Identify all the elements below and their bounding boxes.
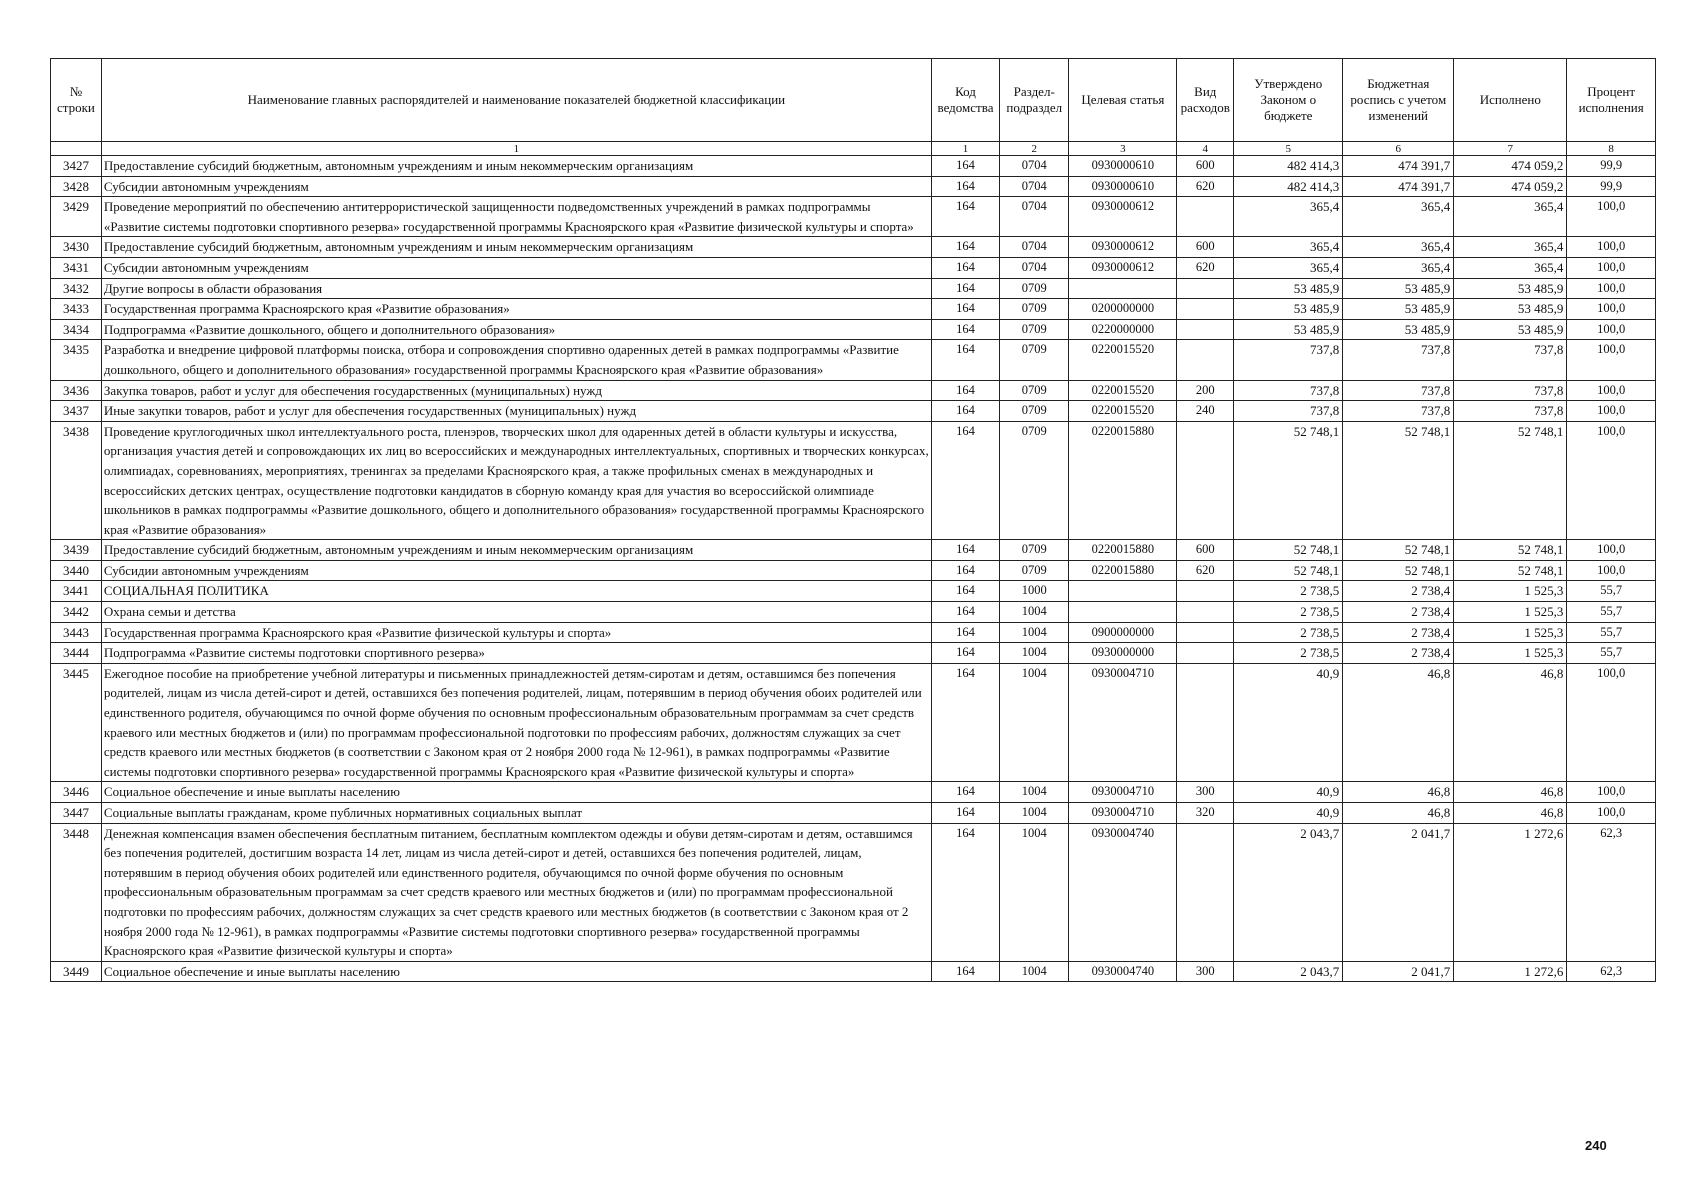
- approved-amount: 2 738,5: [1234, 622, 1343, 643]
- target-code: 0930000612: [1069, 197, 1177, 237]
- execution-percent: 100,0: [1567, 319, 1656, 340]
- section-code: 1004: [1000, 782, 1069, 803]
- target-code: 0220015520: [1069, 340, 1177, 380]
- budget-list-amount: 53 485,9: [1343, 319, 1454, 340]
- row-number: 3440: [51, 560, 102, 581]
- approved-amount: 2 043,7: [1234, 823, 1343, 961]
- row-number: 3430: [51, 237, 102, 258]
- row-name: Субсидии автономным учреждениям: [101, 257, 931, 278]
- dept-code: 164: [931, 156, 999, 177]
- budget-list-amount: 737,8: [1343, 401, 1454, 422]
- execution-percent: 100,0: [1567, 663, 1656, 782]
- row-name: Социальные выплаты гражданам, кроме публичных нормативных социальных выплат: [101, 803, 931, 824]
- target-code: [1069, 602, 1177, 623]
- execution-percent: 62,3: [1567, 823, 1656, 961]
- executed-amount: 1 272,6: [1454, 961, 1567, 982]
- row-name: Иные закупки товаров, работ и услуг для обеспечения государственных (муниципальных) нужд: [101, 401, 931, 422]
- row-name: Социальное обеспечение и иные выплаты населению: [101, 782, 931, 803]
- executed-amount: 46,8: [1454, 782, 1567, 803]
- column-number: 2: [1000, 142, 1069, 156]
- target-code: 0930000612: [1069, 237, 1177, 258]
- expense-type-code: [1177, 823, 1234, 961]
- table-body: [51, 156, 1656, 982]
- section-code: 0709: [1000, 340, 1069, 380]
- execution-percent: 100,0: [1567, 540, 1656, 561]
- dept-code: 164: [931, 380, 999, 401]
- table-row: [51, 156, 1656, 177]
- row-number: 3444: [51, 643, 102, 664]
- execution-percent: 100,0: [1567, 803, 1656, 824]
- executed-amount: 474 059,2: [1454, 156, 1567, 177]
- executed-amount: 1 525,3: [1454, 581, 1567, 602]
- expense-type-code: 200: [1177, 380, 1234, 401]
- executed-amount: 1 525,3: [1454, 643, 1567, 664]
- executed-amount: 365,4: [1454, 197, 1567, 237]
- expense-type-code: [1177, 319, 1234, 340]
- table-row: [51, 581, 1656, 602]
- expense-type-code: [1177, 581, 1234, 602]
- section-code: 0709: [1000, 540, 1069, 561]
- row-number: 3431: [51, 257, 102, 278]
- expense-type-code: [1177, 278, 1234, 299]
- approved-amount: 53 485,9: [1234, 299, 1343, 320]
- execution-percent: 100,0: [1567, 299, 1656, 320]
- row-number: 3441: [51, 581, 102, 602]
- budget-list-amount: 365,4: [1343, 257, 1454, 278]
- header-expense-type: Вид расходов: [1177, 59, 1234, 142]
- executed-amount: 1 525,3: [1454, 602, 1567, 623]
- expense-type-code: 320: [1177, 803, 1234, 824]
- column-number: 4: [1177, 142, 1234, 156]
- approved-amount: 365,4: [1234, 237, 1343, 258]
- execution-percent: 100,0: [1567, 278, 1656, 299]
- dept-code: 164: [931, 401, 999, 422]
- dept-code: 164: [931, 237, 999, 258]
- row-name: Предоставление субсидий бюджетным, автономным учреждениям и иным некоммерческим организациям: [101, 540, 931, 561]
- column-number: 1: [101, 142, 931, 156]
- row-name: Разработка и внедрение цифровой платформы поиска, отбора и сопровождения спортивно одаренных детей в рамках подпрограммы «Развитие дошкольного, общего и дополнительного образования» государственной программы Красноярского края «Развитие образования»: [101, 340, 931, 380]
- target-code: 0930004710: [1069, 663, 1177, 782]
- section-code: 1004: [1000, 961, 1069, 982]
- executed-amount: 53 485,9: [1454, 278, 1567, 299]
- executed-amount: 365,4: [1454, 257, 1567, 278]
- target-code: [1069, 581, 1177, 602]
- executed-amount: 52 748,1: [1454, 540, 1567, 561]
- executed-amount: 46,8: [1454, 663, 1567, 782]
- column-number: 1: [931, 142, 999, 156]
- execution-percent: 100,0: [1567, 421, 1656, 540]
- table-row: [51, 176, 1656, 197]
- target-code: 0220015880: [1069, 540, 1177, 561]
- row-number: 3428: [51, 176, 102, 197]
- row-number: 3437: [51, 401, 102, 422]
- header-row: [51, 59, 1656, 142]
- table-row: [51, 237, 1656, 258]
- execution-percent: 99,9: [1567, 176, 1656, 197]
- section-code: 1000: [1000, 581, 1069, 602]
- table-row: [51, 380, 1656, 401]
- executed-amount: 1 272,6: [1454, 823, 1567, 961]
- row-name: Охрана семьи и детства: [101, 602, 931, 623]
- row-number: 3445: [51, 663, 102, 782]
- expense-type-code: [1177, 299, 1234, 320]
- table-row: [51, 319, 1656, 340]
- row-number: 3427: [51, 156, 102, 177]
- row-number: 3433: [51, 299, 102, 320]
- row-name: Предоставление субсидий бюджетным, автономным учреждениям и иным некоммерческим организациям: [101, 237, 931, 258]
- header-executed: Исполнено: [1454, 59, 1567, 142]
- dept-code: 164: [931, 622, 999, 643]
- table-row: [51, 197, 1656, 237]
- budget-list-amount: 52 748,1: [1343, 560, 1454, 581]
- executed-amount: 1 525,3: [1454, 622, 1567, 643]
- row-number: 3447: [51, 803, 102, 824]
- approved-amount: 2 738,5: [1234, 581, 1343, 602]
- dept-code: 164: [931, 602, 999, 623]
- row-name: Денежная компенсация взамен обеспечения бесплатным питанием, бесплатным комплектом одежды и обуви детям-сиротам и детям, оставшимся без попечения родителей, достигшим возраста 14 лет, лицам из числа детей-сирот и детей, оставшихся без попечения родителей, лицам, потерявшим в период обучения обоих родителей или единственного родителя, обучающимся по очной форме обучения по основным профессиональным образовательным программам за счет средств краевого или местных бюджетов и (или) по программам профессиональной подготовки по профессиям рабочих, должностям служащих за счет средств краевого или местных бюджетов (в соответствии с Законом края от 2 ноября 2000 года № 12-961), в рамках подпрограммы «Развитие системы подготовки спортивного резерва» государственной программы Красноярского края «Развитие физической культуры и спорта»: [101, 823, 931, 961]
- target-code: 0930004740: [1069, 961, 1177, 982]
- execution-percent: 55,7: [1567, 622, 1656, 643]
- expense-type-code: 620: [1177, 560, 1234, 581]
- budget-list-amount: 52 748,1: [1343, 540, 1454, 561]
- row-number: 3449: [51, 961, 102, 982]
- target-code: 0200000000: [1069, 299, 1177, 320]
- executed-amount: 53 485,9: [1454, 299, 1567, 320]
- table-row: [51, 540, 1656, 561]
- row-name: Закупка товаров, работ и услуг для обеспечения государственных (муниципальных) нужд: [101, 380, 931, 401]
- section-code: 0709: [1000, 380, 1069, 401]
- table-row: [51, 782, 1656, 803]
- budget-list-amount: 365,4: [1343, 197, 1454, 237]
- section-code: 1004: [1000, 602, 1069, 623]
- approved-amount: 737,8: [1234, 340, 1343, 380]
- header-row-no: № строки: [51, 59, 102, 142]
- row-number: 3442: [51, 602, 102, 623]
- target-code: 0220015520: [1069, 401, 1177, 422]
- target-code: 0930000000: [1069, 643, 1177, 664]
- row-number: 3434: [51, 319, 102, 340]
- dept-code: 164: [931, 823, 999, 961]
- header-dept-code: Код ведомства: [931, 59, 999, 142]
- expense-type-code: 600: [1177, 156, 1234, 177]
- budget-list-amount: 52 748,1: [1343, 421, 1454, 540]
- header-approved: Утверждено Законом о бюджете: [1234, 59, 1343, 142]
- dept-code: 164: [931, 782, 999, 803]
- approved-amount: 53 485,9: [1234, 319, 1343, 340]
- header-name: Наименование главных распорядителей и наименование показателей бюджетной классификации: [101, 59, 931, 142]
- approved-amount: 2 738,5: [1234, 643, 1343, 664]
- approved-amount: 2 738,5: [1234, 602, 1343, 623]
- table-row: [51, 421, 1656, 540]
- approved-amount: 53 485,9: [1234, 278, 1343, 299]
- dept-code: 164: [931, 803, 999, 824]
- target-code: 0930000612: [1069, 257, 1177, 278]
- section-code: 1004: [1000, 663, 1069, 782]
- dept-code: 164: [931, 540, 999, 561]
- section-code: 1004: [1000, 643, 1069, 664]
- budget-list-amount: 2 738,4: [1343, 602, 1454, 623]
- row-name: Ежегодное пособие на приобретение учебной литературы и письменных принадлежностей детям-сиротам и детям, оставшимся без попечения родителей, лицам из числа детей-сирот и детей, оставшихся без попечения родителей, лицам, потерявшим в период обучения обоих родителей или единственного родителя, обучающимся по очной форме обучения по основным профессиональным образовательным программам за счет средств краевого или местных бюджетов и (или) по программам профессиональной подготовки по профессиям рабочих, должностям служащих за счет средств краевого или местных бюджетов (в соответствии с Законом края от 2 ноября 2000 года № 12-961), в рамках подпрограммы «Развитие системы подготовки спортивного резерва» государственной программы Красноярского края «Развитие физической культуры и спорта»: [101, 663, 931, 782]
- table-row: [51, 602, 1656, 623]
- row-name: СОЦИАЛЬНАЯ ПОЛИТИКА: [101, 581, 931, 602]
- dept-code: 164: [931, 421, 999, 540]
- target-code: 0900000000: [1069, 622, 1177, 643]
- table-row: [51, 663, 1656, 782]
- target-code: 0930000610: [1069, 156, 1177, 177]
- approved-amount: 2 043,7: [1234, 961, 1343, 982]
- execution-percent: 100,0: [1567, 380, 1656, 401]
- section-code: 0704: [1000, 156, 1069, 177]
- row-name: Государственная программа Красноярского края «Развитие образования»: [101, 299, 931, 320]
- executed-amount: 737,8: [1454, 380, 1567, 401]
- column-number: 5: [1234, 142, 1343, 156]
- row-name: Субсидии автономным учреждениям: [101, 176, 931, 197]
- budget-list-amount: 474 391,7: [1343, 156, 1454, 177]
- section-code: 0709: [1000, 278, 1069, 299]
- table-row: [51, 961, 1656, 982]
- execution-percent: 100,0: [1567, 782, 1656, 803]
- dept-code: 164: [931, 197, 999, 237]
- expense-type-code: [1177, 663, 1234, 782]
- approved-amount: 737,8: [1234, 380, 1343, 401]
- target-code: 0930004710: [1069, 782, 1177, 803]
- approved-amount: 482 414,3: [1234, 176, 1343, 197]
- expense-type-code: 600: [1177, 540, 1234, 561]
- approved-amount: 52 748,1: [1234, 540, 1343, 561]
- row-number: 3436: [51, 380, 102, 401]
- budget-list-amount: 365,4: [1343, 237, 1454, 258]
- approved-amount: 52 748,1: [1234, 421, 1343, 540]
- row-number: 3429: [51, 197, 102, 237]
- section-code: 0709: [1000, 421, 1069, 540]
- row-number: 3448: [51, 823, 102, 961]
- execution-percent: 55,7: [1567, 643, 1656, 664]
- expense-type-code: 620: [1177, 176, 1234, 197]
- target-code: 0930000610: [1069, 176, 1177, 197]
- executed-amount: 52 748,1: [1454, 421, 1567, 540]
- approved-amount: 40,9: [1234, 663, 1343, 782]
- row-number: 3439: [51, 540, 102, 561]
- budget-list-amount: 53 485,9: [1343, 278, 1454, 299]
- header-percent: Процент исполнения: [1567, 59, 1656, 142]
- expense-type-code: 300: [1177, 782, 1234, 803]
- target-code: 0930004740: [1069, 823, 1177, 961]
- row-name: Социальное обеспечение и иные выплаты населению: [101, 961, 931, 982]
- target-code: 0220000000: [1069, 319, 1177, 340]
- column-number: [51, 142, 102, 156]
- expense-type-code: 600: [1177, 237, 1234, 258]
- header-target: Целевая статья: [1069, 59, 1177, 142]
- budget-list-amount: 2 738,4: [1343, 643, 1454, 664]
- row-name: Субсидии автономным учреждениям: [101, 560, 931, 581]
- expense-type-code: [1177, 602, 1234, 623]
- target-code: 0220015880: [1069, 560, 1177, 581]
- budget-list-amount: 2 738,4: [1343, 581, 1454, 602]
- budget-list-amount: 474 391,7: [1343, 176, 1454, 197]
- column-number: 6: [1343, 142, 1454, 156]
- budget-list-amount: 2 041,7: [1343, 961, 1454, 982]
- row-name: Проведение мероприятий по обеспечению антитеррористической защищенности подведомственных учреждений в рамках подпрограммы «Развитие системы подготовки спортивного резерва» государственной программы Красноярского края «Развитие физической культуры и спорта»: [101, 197, 931, 237]
- expense-type-code: [1177, 622, 1234, 643]
- dept-code: 164: [931, 643, 999, 664]
- section-code: 1004: [1000, 803, 1069, 824]
- budget-list-amount: 737,8: [1343, 340, 1454, 380]
- section-code: 0704: [1000, 176, 1069, 197]
- executed-amount: 737,8: [1454, 340, 1567, 380]
- executed-amount: 365,4: [1454, 237, 1567, 258]
- table-row: [51, 643, 1656, 664]
- approved-amount: 737,8: [1234, 401, 1343, 422]
- approved-amount: 40,9: [1234, 803, 1343, 824]
- table-row: [51, 299, 1656, 320]
- expense-type-code: [1177, 643, 1234, 664]
- expense-type-code: [1177, 421, 1234, 540]
- section-code: 1004: [1000, 823, 1069, 961]
- table-row: [51, 257, 1656, 278]
- dept-code: 164: [931, 581, 999, 602]
- table-row: [51, 823, 1656, 961]
- dept-code: 164: [931, 340, 999, 380]
- section-code: 0704: [1000, 237, 1069, 258]
- row-name: Другие вопросы в области образования: [101, 278, 931, 299]
- target-code: 0220015520: [1069, 380, 1177, 401]
- budget-execution-table: [50, 58, 1656, 982]
- section-code: 0709: [1000, 560, 1069, 581]
- row-name: Государственная программа Красноярского края «Развитие физической культуры и спорта»: [101, 622, 931, 643]
- table-row: [51, 803, 1656, 824]
- budget-list-amount: 737,8: [1343, 380, 1454, 401]
- section-code: 1004: [1000, 622, 1069, 643]
- header-section: Раздел-подраздел: [1000, 59, 1069, 142]
- row-name: Предоставление субсидий бюджетным, автономным учреждениям и иным некоммерческим организациям: [101, 156, 931, 177]
- approved-amount: 365,4: [1234, 257, 1343, 278]
- column-number: 8: [1567, 142, 1656, 156]
- target-code: [1069, 278, 1177, 299]
- dept-code: 164: [931, 663, 999, 782]
- dept-code: 164: [931, 961, 999, 982]
- execution-percent: 100,0: [1567, 340, 1656, 380]
- execution-percent: 55,7: [1567, 602, 1656, 623]
- expense-type-code: 300: [1177, 961, 1234, 982]
- dept-code: 164: [931, 560, 999, 581]
- execution-percent: 62,3: [1567, 961, 1656, 982]
- executed-amount: 53 485,9: [1454, 319, 1567, 340]
- row-name: Подпрограмма «Развитие дошкольного, общего и дополнительного образования»: [101, 319, 931, 340]
- page-number: 240: [1585, 1138, 1607, 1153]
- row-number: 3438: [51, 421, 102, 540]
- approved-amount: 482 414,3: [1234, 156, 1343, 177]
- table-row: [51, 622, 1656, 643]
- execution-percent: 100,0: [1567, 560, 1656, 581]
- dept-code: 164: [931, 176, 999, 197]
- row-number: 3446: [51, 782, 102, 803]
- column-number: 3: [1069, 142, 1177, 156]
- execution-percent: 55,7: [1567, 581, 1656, 602]
- column-number: 7: [1454, 142, 1567, 156]
- approved-amount: 365,4: [1234, 197, 1343, 237]
- row-number: 3443: [51, 622, 102, 643]
- target-code: 0220015880: [1069, 421, 1177, 540]
- row-name: Подпрограмма «Развитие системы подготовки спортивного резерва»: [101, 643, 931, 664]
- table-row: [51, 340, 1656, 380]
- execution-percent: 100,0: [1567, 237, 1656, 258]
- executed-amount: 737,8: [1454, 401, 1567, 422]
- budget-list-amount: 53 485,9: [1343, 299, 1454, 320]
- section-code: 0709: [1000, 401, 1069, 422]
- budget-list-amount: 2 041,7: [1343, 823, 1454, 961]
- expense-type-code: [1177, 197, 1234, 237]
- execution-percent: 100,0: [1567, 257, 1656, 278]
- section-code: 0704: [1000, 197, 1069, 237]
- execution-percent: 100,0: [1567, 197, 1656, 237]
- execution-percent: 99,9: [1567, 156, 1656, 177]
- expense-type-code: 240: [1177, 401, 1234, 422]
- row-number: 3432: [51, 278, 102, 299]
- approved-amount: 52 748,1: [1234, 560, 1343, 581]
- row-name: Проведение круглогодичных школ интеллектуального роста, пленэров, творческих школ для одаренных детей в области культуры и искусства, организация участия детей и сопровождающих их лиц во всероссийских и международных интеллектуальных, спортивных и творческих конкурсах, олимпиадах, соревнованиях, мероприятиях, тренингах за пределами Красноярского края, а также профильных сменах в международных и всероссийских детских центрах, осуществление подготовки кандидатов в сборную команду края для участия во всероссийской олимпиаде школьников в рамках подпрограммы «Развитие дошкольного, общего и дополнительного образования» государственной программы Красноярского края «Развитие образования»: [101, 421, 931, 540]
- budget-list-amount: 46,8: [1343, 782, 1454, 803]
- section-code: 0704: [1000, 257, 1069, 278]
- header-budget-list: Бюджетная роспись с учетом изменений: [1343, 59, 1454, 142]
- executed-amount: 474 059,2: [1454, 176, 1567, 197]
- section-code: 0709: [1000, 319, 1069, 340]
- table-row: [51, 401, 1656, 422]
- expense-type-code: 620: [1177, 257, 1234, 278]
- column-number-row: [51, 142, 1656, 156]
- dept-code: 164: [931, 257, 999, 278]
- dept-code: 164: [931, 278, 999, 299]
- target-code: 0930004710: [1069, 803, 1177, 824]
- dept-code: 164: [931, 319, 999, 340]
- table-row: [51, 560, 1656, 581]
- executed-amount: 46,8: [1454, 803, 1567, 824]
- budget-list-amount: 46,8: [1343, 663, 1454, 782]
- execution-percent: 100,0: [1567, 401, 1656, 422]
- approved-amount: 40,9: [1234, 782, 1343, 803]
- section-code: 0709: [1000, 299, 1069, 320]
- budget-list-amount: 46,8: [1343, 803, 1454, 824]
- table-row: [51, 278, 1656, 299]
- dept-code: 164: [931, 299, 999, 320]
- budget-list-amount: 2 738,4: [1343, 622, 1454, 643]
- executed-amount: 52 748,1: [1454, 560, 1567, 581]
- row-number: 3435: [51, 340, 102, 380]
- expense-type-code: [1177, 340, 1234, 380]
